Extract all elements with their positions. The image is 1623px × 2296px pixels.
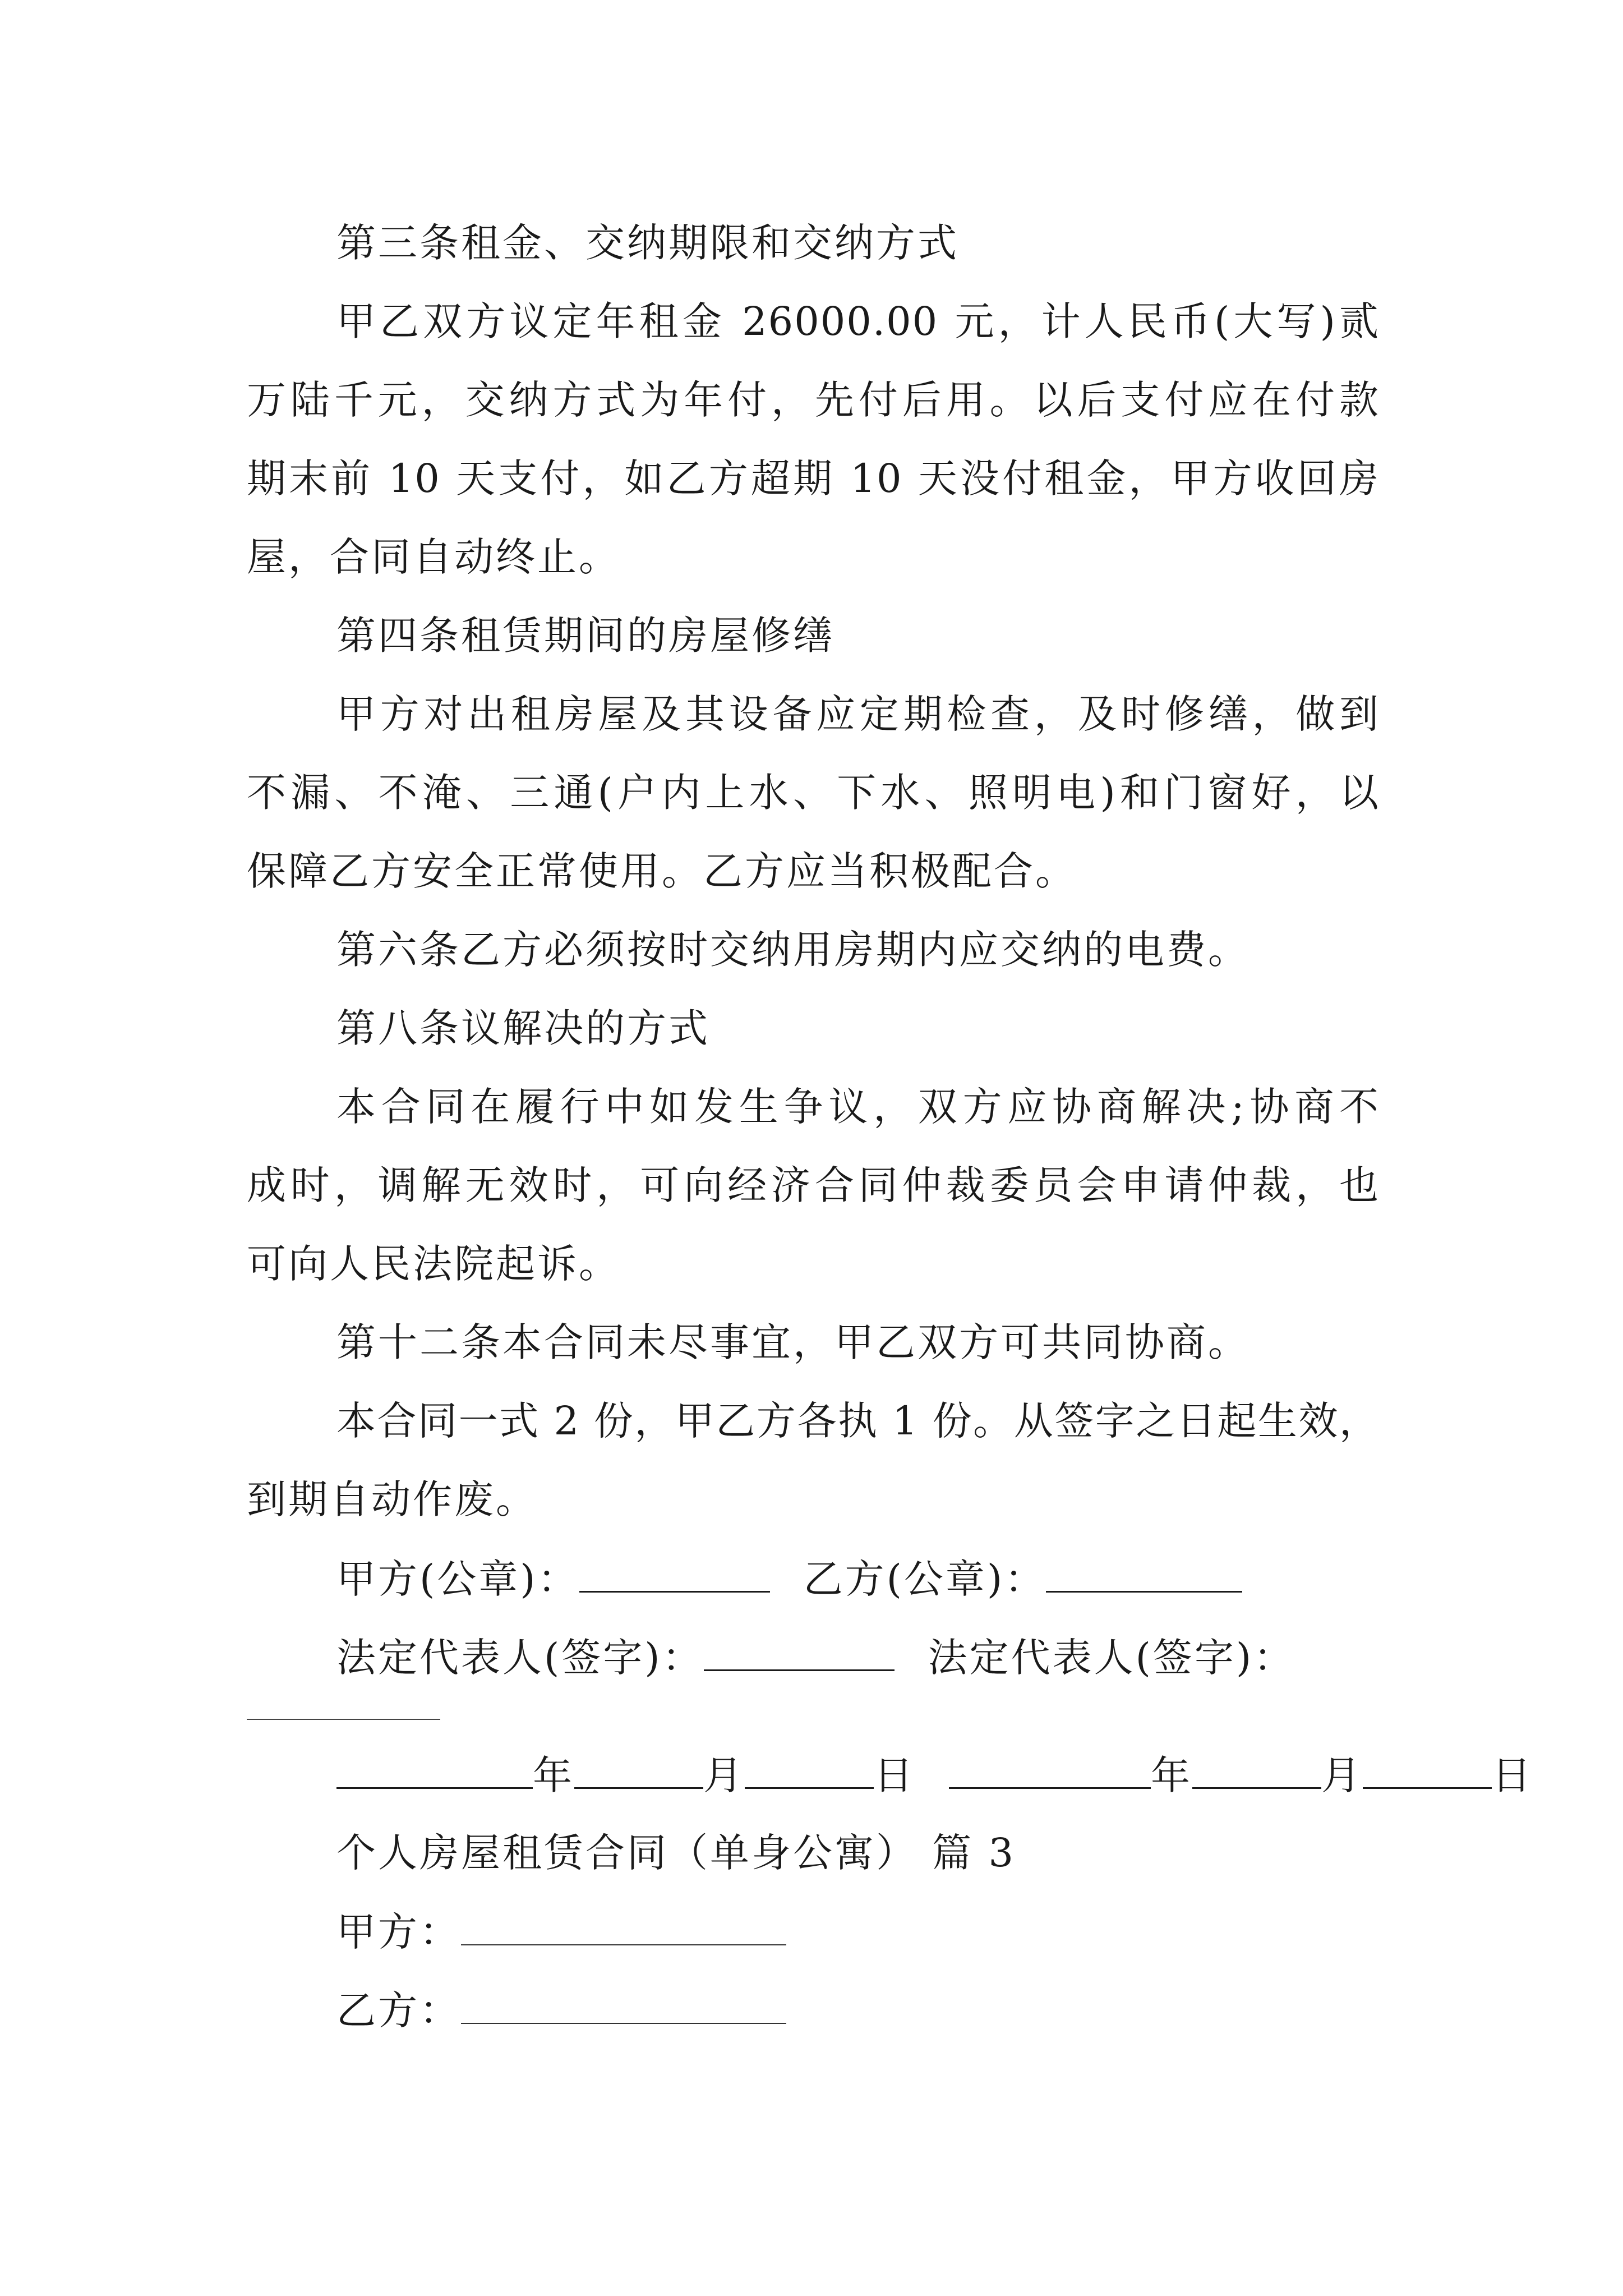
- party-b-blank: [461, 1990, 786, 2024]
- party-a-label: 甲方：: [336, 1909, 461, 1955]
- date-row: [336, 1752, 1533, 1798]
- date-a-year-blank: [336, 1755, 533, 1789]
- date-b-month-blank: [1192, 1755, 1321, 1789]
- article3-body-line1: 甲乙双方议定年租金 26000.00 元，计人民币(大写)贰: [336, 298, 1380, 344]
- article3-body-line2: 万陆千元，交纳方式为年付，先付后用。以后支付应在付款: [247, 377, 1380, 423]
- day-label: 日: [1492, 1752, 1533, 1798]
- article4-body-line2: 不漏、不淹、三通(户内上水、下水、照明电)和门窗好，以: [247, 770, 1380, 816]
- day-label: 日: [874, 1752, 915, 1798]
- copies-line2: 到期自动作废。: [247, 1476, 537, 1522]
- article3-title: 第三条租金、交纳期限和交纳方式: [336, 220, 959, 266]
- article3-body-line3: 期末前 10 天支付，如乙方超期 10 天没付租金，甲方收回房: [247, 455, 1380, 501]
- date-b-year-blank: [949, 1755, 1151, 1789]
- legal-rep-a-label: 法定代表人(签字)：: [336, 1635, 704, 1681]
- date-a-day-blank: [745, 1755, 874, 1789]
- party-b-seal-blank: [1046, 1558, 1242, 1593]
- article12-text: 第十二条本合同未尽事宜，甲乙双方可共同协商。: [336, 1319, 1249, 1365]
- legal-rep-row: [336, 1635, 1295, 1681]
- article6-text: 第六条乙方必须按时交纳用房期内应交纳的电费。: [336, 927, 1249, 973]
- party-b-seal-label: 乙方(公章)：: [803, 1556, 1046, 1602]
- article4-body-line1: 甲方对出租房屋及其设备应定期检查，及时修缮，做到: [336, 691, 1380, 737]
- party-a-seal-blank: [579, 1558, 770, 1593]
- copies-line1: 本合同一式 2 份，甲乙方各执 1 份。从签字之日起生效，: [336, 1398, 1380, 1444]
- year-label: 年: [1151, 1752, 1192, 1798]
- seal-row: [336, 1556, 1242, 1602]
- article8-body-line1: 本合同在履行中如发生争议，双方应协商解决;协商不: [336, 1084, 1380, 1130]
- party-b-label: 乙方：: [336, 1987, 461, 2033]
- article4-title: 第四条租赁期间的房屋修缮: [336, 613, 834, 659]
- month-label: 月: [703, 1752, 745, 1798]
- article8-body-line3: 可向人民法院起诉。: [247, 1241, 620, 1287]
- party-a-blank: [461, 1912, 786, 1945]
- article4-body-line3: 保障乙方安全正常使用。乙方应当积极配合。: [247, 848, 1077, 894]
- party-a-row: [336, 1909, 786, 1955]
- date-a-month-blank: [574, 1755, 703, 1789]
- month-label: 月: [1321, 1752, 1363, 1798]
- year-label: 年: [533, 1752, 574, 1798]
- article8-title: 第八条议解决的方式: [336, 1005, 710, 1051]
- article8-body-line2: 成时，调解无效时，可向经济合同仲裁委员会申请仲裁，也: [247, 1162, 1380, 1208]
- legal-rep-b-label: 法定代表人(签字)：: [928, 1635, 1295, 1681]
- legal-rep-a-blank: [704, 1637, 895, 1671]
- date-b-day-blank: [1363, 1755, 1492, 1789]
- next-contract-title: 个人房屋租赁合同（单身公寓） 篇 3: [336, 1830, 1016, 1876]
- party-a-seal-label: 甲方(公章)：: [336, 1556, 579, 1602]
- article3-body-line4: 屋，合同自动终止。: [247, 534, 620, 580]
- legal-rep-b-blank: [247, 1719, 440, 1720]
- party-b-row: [336, 1987, 786, 2033]
